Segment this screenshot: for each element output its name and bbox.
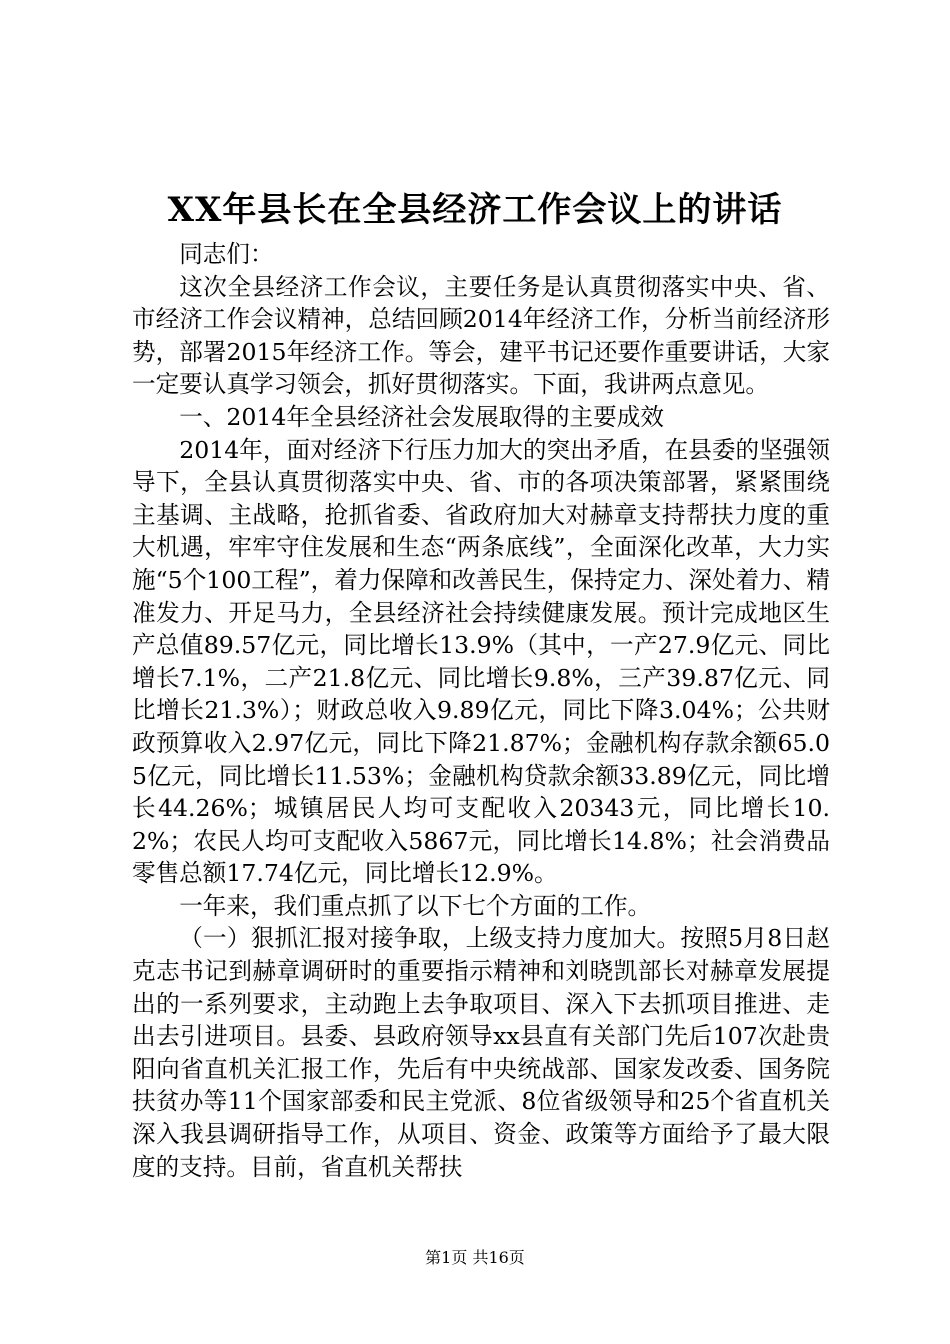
salutation-paragraph: 同志们：	[179, 240, 274, 268]
achievements-paragraph: 2014年，面对经济下行压力加大的突出矛盾，在县委的坚强领导下，全县认真贯彻落实中央、省、市的各项决策部署，紧紧围绕主基调、主战略，抢抓省委、省政府加大对赫章支持帮扶力度的重大机遇，牢牢守住发展和生态“两条底线”，全面深化改革，大力实施“5个100工程”，着力保障和改善民生，保持定力、深处着力、精准发力、开足马力，全县经济社会持续健康发展。预计完成地区生产总值89.57亿元，同比增长13.9%（其中，一产27.9亿元、同比增长7.1%，二产21.8亿元、同比增长9.8%，三产39.87亿元、同比增长21.3%）；财政总收入9.89亿元，同比下降3.04%；公共财政预算收入2.97亿元，同比下降21.87%；金融机构存款余额65.05亿元，同比增长11.53%；金融机构贷款余额33.89亿元，同比增长44.26%；城镇居民人均可支配收入20343元，同比增长10.2%；农民人均可支配收入5867元，同比增长14.8%；社会消费品零售总额17.74亿元，同比增长12.9%。	[132, 435, 830, 888]
page-footer: 第1页 共16页	[425, 1248, 525, 1267]
document-title: XX年县长在全县经济工作会议上的讲话	[167, 190, 783, 230]
subsection-paragraph: （一）狠抓汇报对接争取，上级支持力度加大。按照5月8日赵克志书记到赫章调研时的重要指示精神和刘晓凯部长对赫章发展提出的一系列要求，主动跑上去争取项目、深入下去抓项目推进、走出去引进项目。县委、县政府领导xx县直有关部门先后107次赴贵阳向省直机关汇报工作，先后有中央统战部、国家发改委、国务院扶贫办等11个国家部委和民主党派、8位省级领导和25个省直机关深入我县调研指导工作，从项目、资金、政策等方面给予了最大限度的支持。目前，省直机关帮扶	[132, 924, 830, 1181]
section-heading: 一、2014年全县经济社会发展取得的主要成效	[179, 402, 664, 431]
summary-paragraph: 一年来，我们重点抓了以下七个方面的工作。	[179, 891, 652, 920]
intro-paragraph: 这次全县经济工作会议，主要任务是认真贯彻落实中央、省、市经济工作会议精神，总结回顾2014年经济工作，分析当前经济形势，部署2015年经济工作。等会，建平书记还要作重要讲话，大家一定要认真学习领会，抓好贯彻落实。下面，我讲两点意见。	[132, 272, 830, 399]
document-body	[132, 238, 830, 1183]
